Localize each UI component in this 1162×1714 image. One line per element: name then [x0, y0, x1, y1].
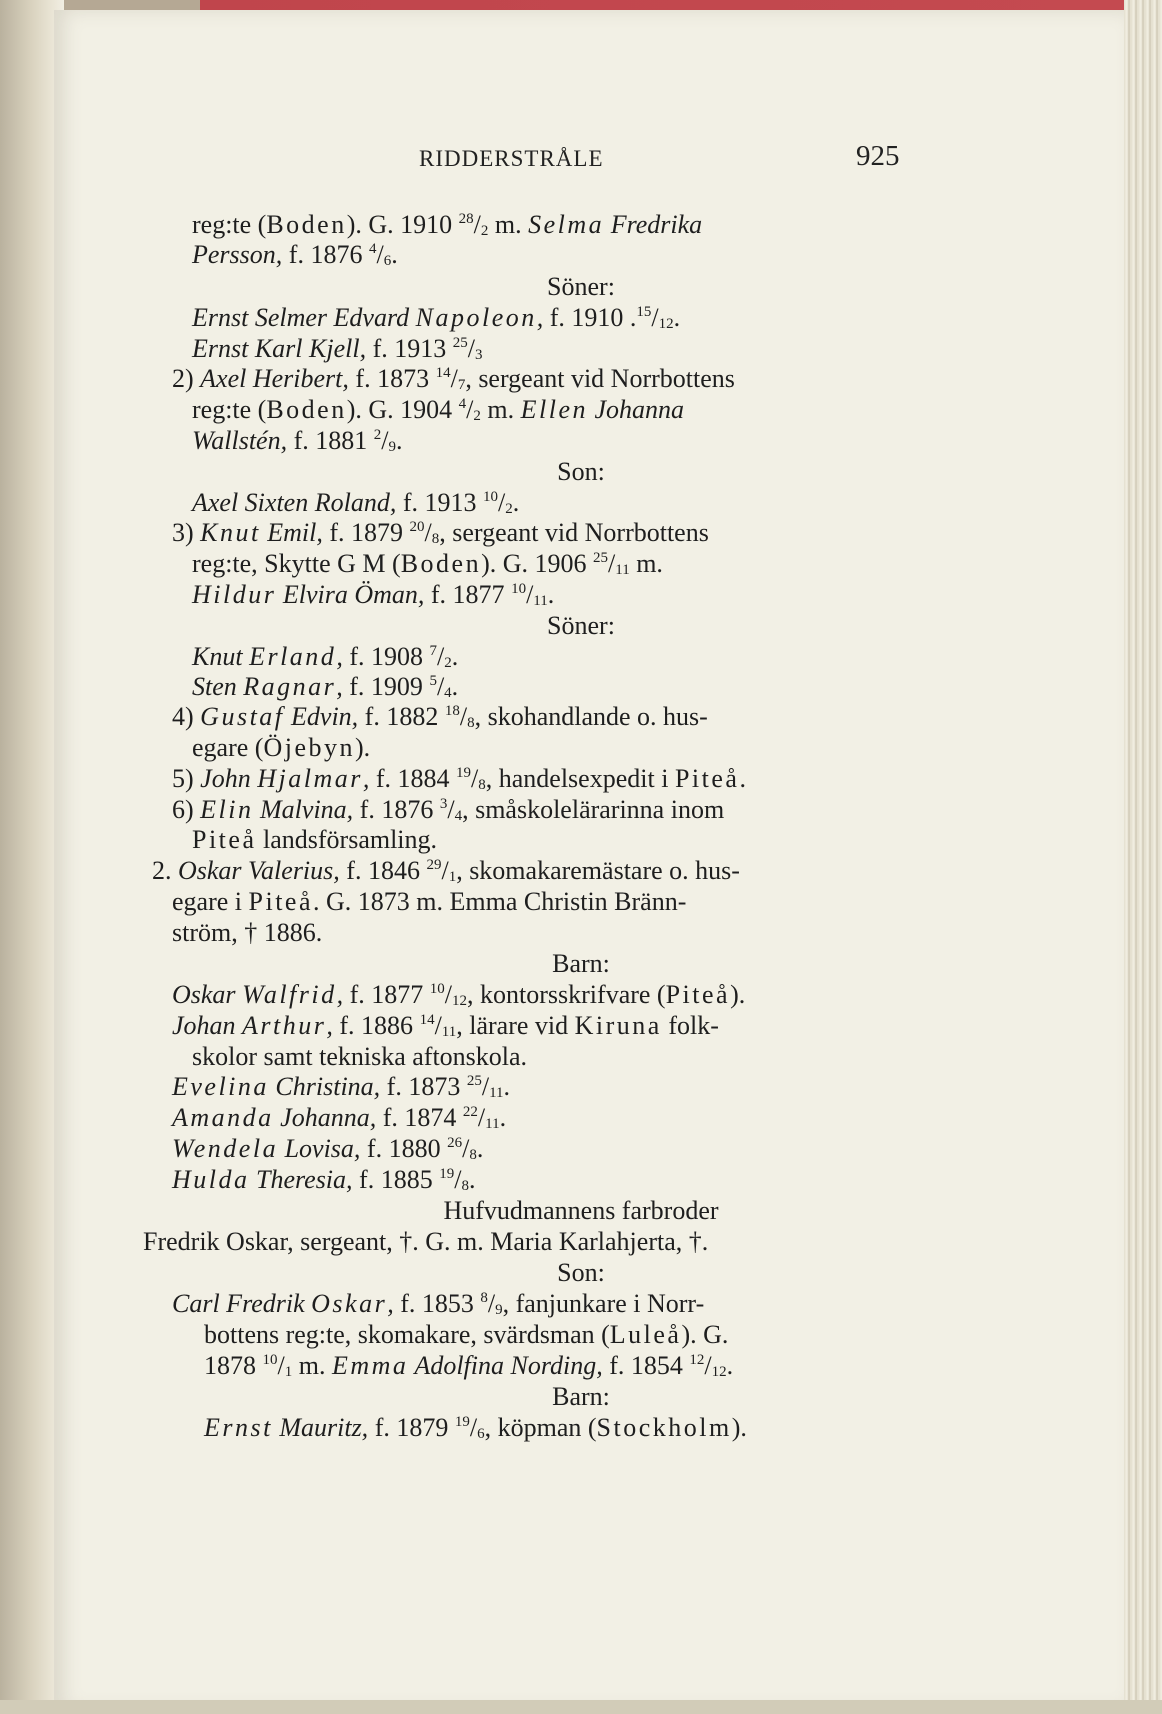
section-heading: Son:	[557, 457, 605, 486]
text-line: Knut Erland, f. 1908 $^7/_2$.	[192, 642, 459, 671]
text-line: 4) Gustaf Edvin, f. 1882 $^{18}/_8$, skohandlande o. hus-	[172, 702, 708, 731]
page-edges	[1124, 0, 1162, 1714]
text-line: Axel Sixten Roland, f. 1913 $^{10}/_2$.	[192, 488, 520, 517]
text-line: 1878 $^{10}/_1$ m. Emma Adolfina Nording, f. 1854 $^{12}/_{12}$.	[204, 1351, 734, 1380]
text-line: skolor samt tekniska aftonskola.	[192, 1042, 528, 1071]
text-line: Ernst Selmer Edvard Napoleon, f. 1910 $.^{15}/_{12}$.	[192, 303, 681, 332]
text-line: Oskar Walfrid, f. 1877 $^{10}/_{12}$, kontorsskrifvare (Piteå).	[172, 980, 746, 1009]
text-line: reg:te, Skytte G M (Boden). G. 1906 $^{25}/_{11}$ m.	[192, 549, 663, 578]
text-line: Ernst Karl Kjell, f. 1913 $^{25}/_3$	[192, 334, 483, 363]
text-line: ström, † 1886.	[172, 918, 323, 947]
section-heading: Söner:	[547, 272, 615, 301]
section-heading: Son:	[557, 1258, 605, 1287]
text-line: 5) John Hjalmar, f. 1884 $^{19}/_8$, handelsexpedit i Piteå.	[172, 764, 746, 793]
section-heading: Barn:	[552, 1382, 610, 1411]
text-line: Carl Fredrik Oskar, f. 1853 $^8/_9$, fanjunkare i Norr-	[172, 1289, 705, 1318]
text-line: Fredrik Oskar, sergeant, †. G. m. Maria Karlahjerta, †.	[143, 1227, 709, 1256]
text-line: 6) Elin Malvina, f. 1876 $^3/_4$, småskolelärarinna inom	[172, 795, 725, 824]
text-line: Hildur Elvira Öman, f. 1877 $^{10}/_{11}$.	[192, 580, 555, 609]
section-heading: Barn:	[552, 949, 610, 978]
text-line: Hulda Theresia, f. 1885 $^{19}/_8$.	[172, 1165, 476, 1194]
text-line: Sten Ragnar, f. 1909 $^5/_4$.	[192, 672, 459, 701]
text-line: 2. Oskar Valerius, f. 1846 $^{29}/_1$, skomakaremästare o. hus-	[152, 856, 740, 885]
section-heading: Söner:	[547, 611, 615, 640]
text-line: Wallstén, f. 1881 $^2/_9$.	[192, 426, 403, 455]
section-heading: Hufvudmannens farbroder	[443, 1196, 719, 1225]
text-line: Johan Arthur, f. 1886 $^{14}/_{11}$, lärare vid Kiruna folk-	[172, 1011, 719, 1040]
text-line: egare (Öjebyn).	[192, 733, 371, 762]
text-line: bottens reg:te, skomakare, svärdsman (Luleå). G.	[204, 1320, 729, 1349]
text-line: 3) Knut Emil, f. 1879 $^{20}/_8$, sergeant vid Norrbottens	[172, 518, 709, 547]
text-line: egare i Piteå. G. 1873 m. Emma Christin Bränn-	[172, 887, 687, 916]
text-line: reg:te (Boden). G. 1910 $^{28}/_2$ m. Selma Fredrika	[192, 210, 703, 239]
text-line: reg:te (Boden). G. 1904 $^4/_2$ m. Ellen Johanna	[192, 395, 685, 424]
text-line: Amanda Johanna, f. 1874 $^{22}/_{11}$.	[172, 1103, 507, 1132]
running-header	[0, 140, 1162, 176]
text-line: Piteå landsförsamling.	[192, 825, 438, 854]
text-line: Wendela Lovisa, f. 1880 $^{26}/_8$.	[172, 1134, 484, 1163]
bottom-edge	[0, 1700, 1162, 1714]
text-line: 2) Axel Heribert, f. 1873 $^{14}/_7$, sergeant vid Norrbottens	[172, 364, 735, 393]
page-number: 925	[856, 140, 900, 172]
text-line: Ernst Mauritz, f. 1879 $^{19}/_6$, köpman (Stockholm).	[204, 1413, 747, 1442]
text-line: Evelina Christina, f. 1873 $^{25}/_{11}$.	[172, 1072, 511, 1101]
running-title: RIDDERSTRÅLE	[419, 146, 604, 171]
text-line: Persson, f. 1876 $^4/_6$.	[192, 240, 398, 269]
